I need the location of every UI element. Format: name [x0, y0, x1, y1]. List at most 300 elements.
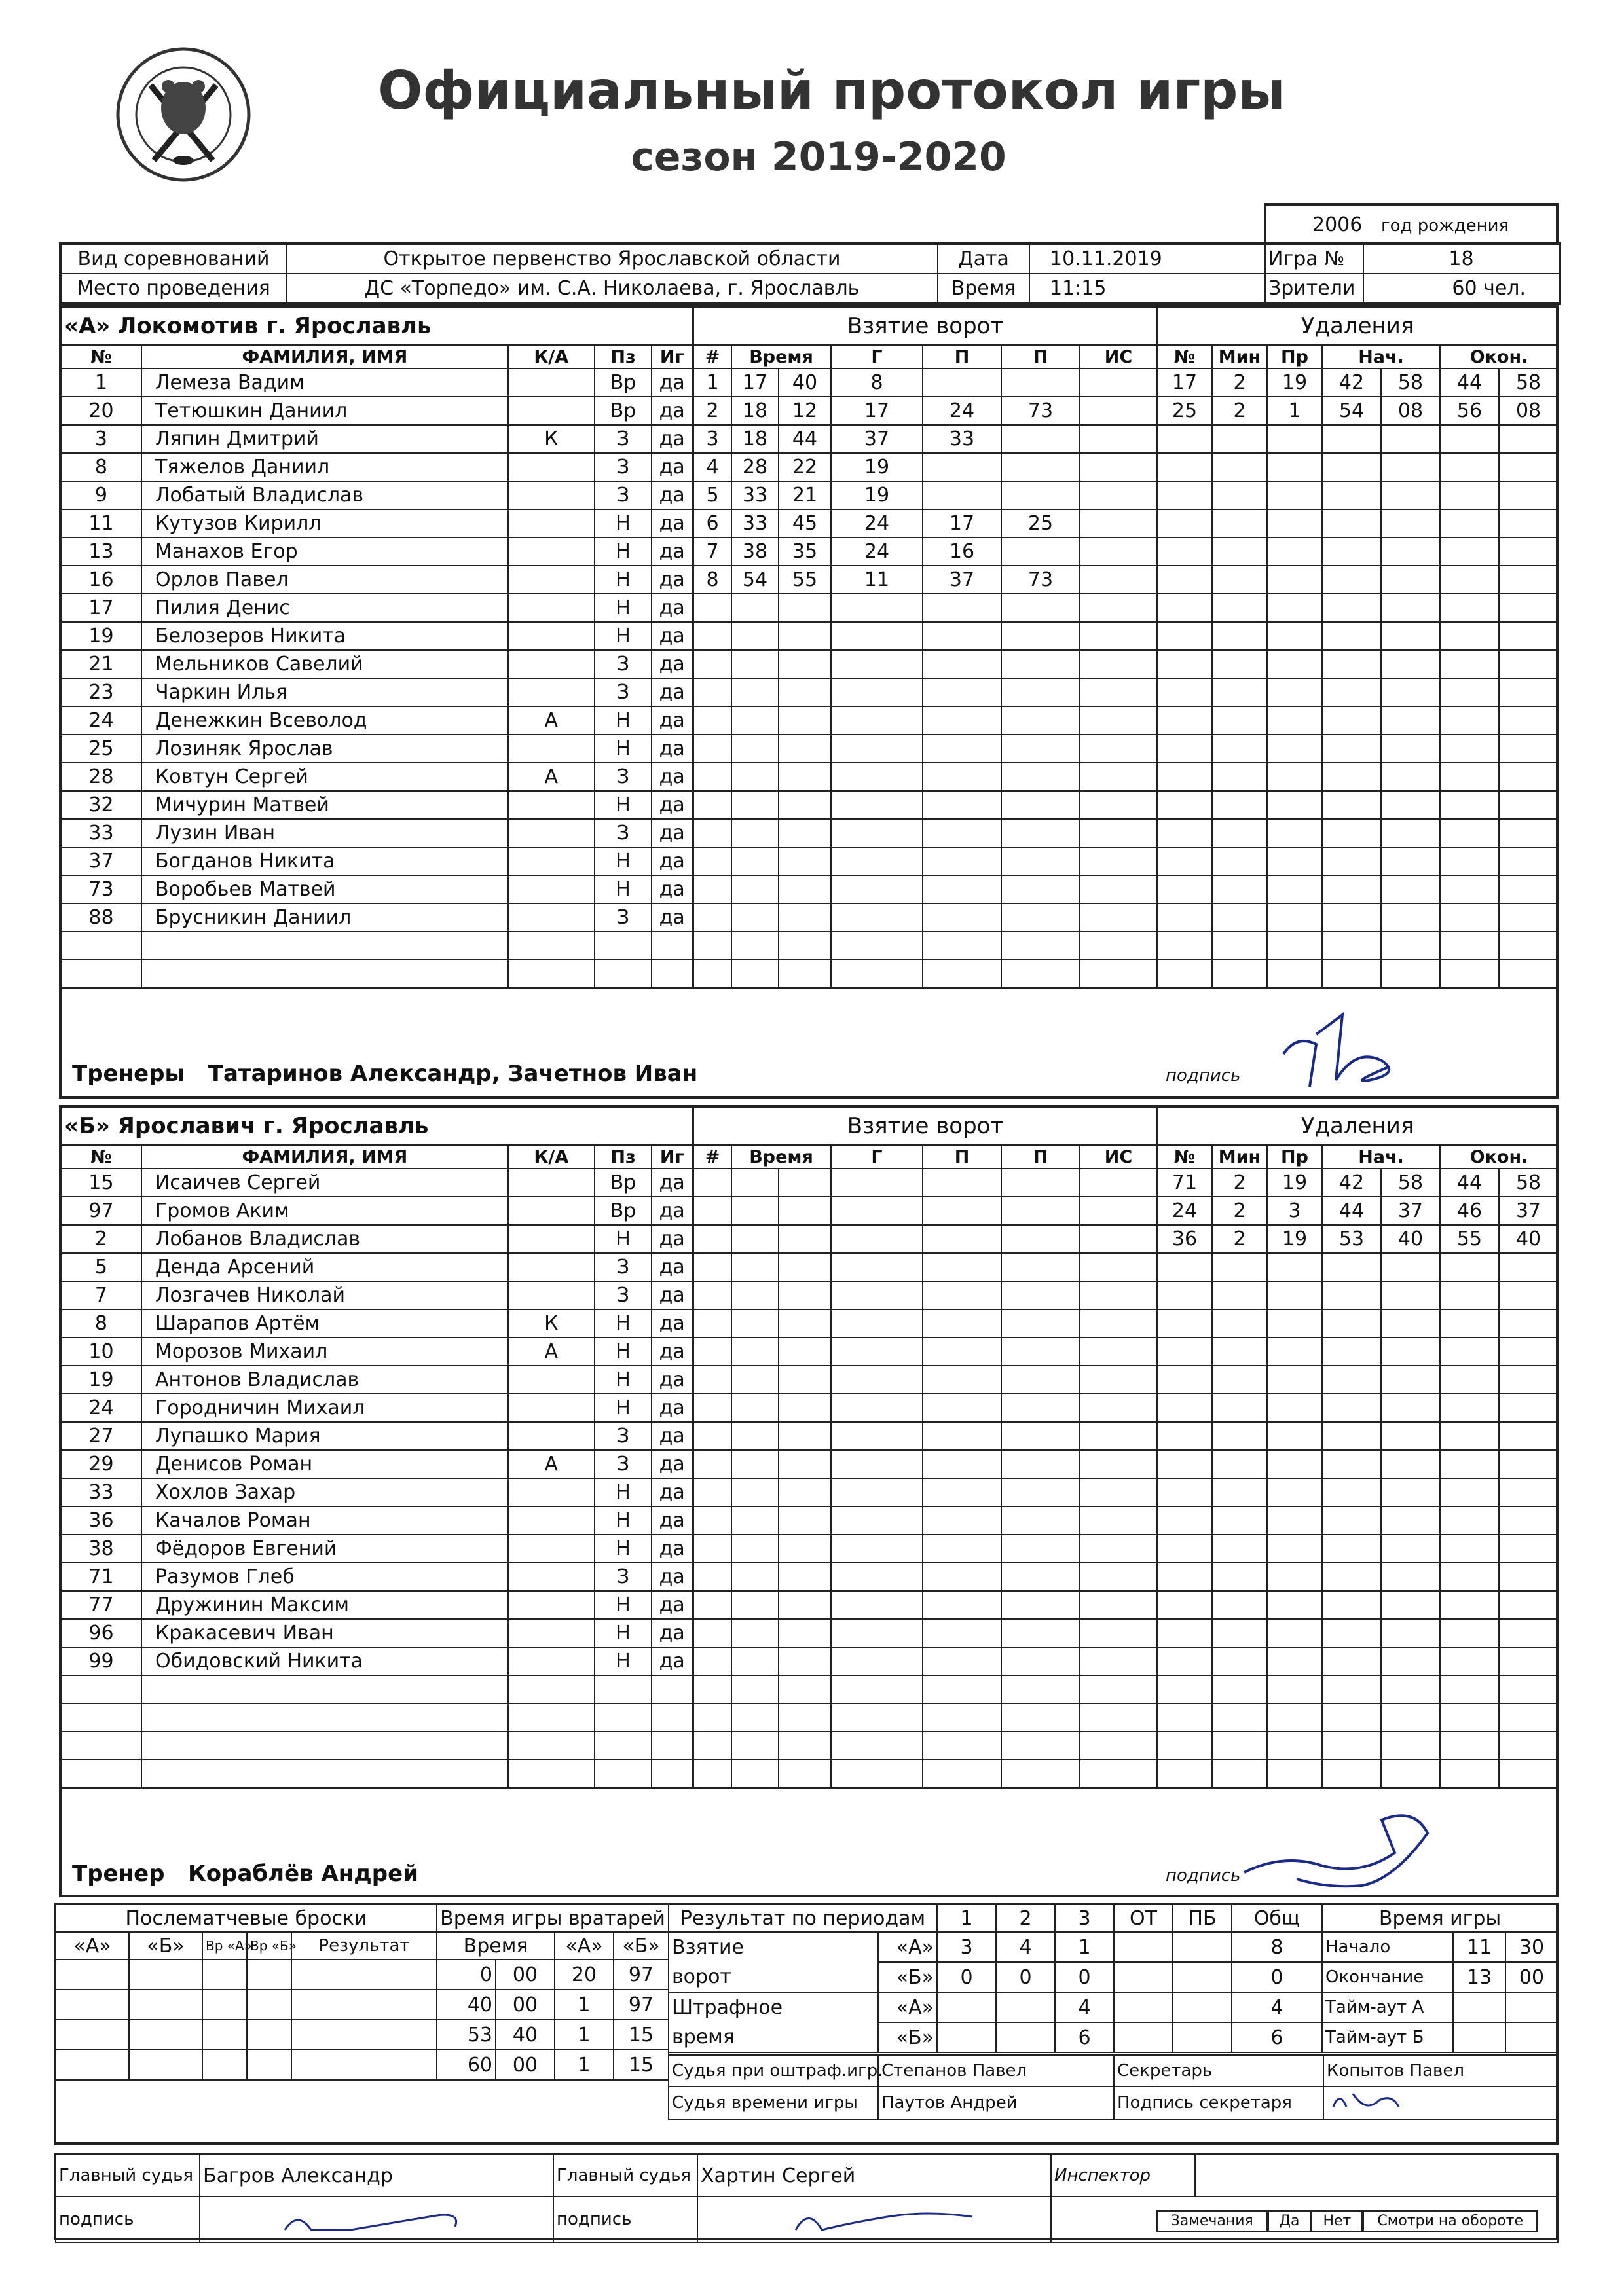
- goal-row: [693, 1675, 1157, 1704]
- goal-assist-1: [923, 875, 1001, 903]
- goalie-a-col: «А»: [555, 1932, 614, 1959]
- goal-assist-2: [1001, 1197, 1080, 1225]
- goal-second: [779, 932, 831, 960]
- player-number: 27: [61, 1422, 141, 1450]
- penalty-end-sec: [1499, 1760, 1558, 1788]
- penalty-minutes: [1212, 847, 1267, 875]
- penalty-row: [1157, 1450, 1558, 1478]
- player-played: да: [652, 1647, 692, 1675]
- goal-row: [693, 1619, 1157, 1647]
- goal-assist-2: [1001, 1281, 1080, 1309]
- penalty-player: [1157, 1563, 1212, 1591]
- goal-number: [693, 735, 731, 763]
- player-position: Н: [595, 706, 652, 735]
- period-row-label: Штрафное: [669, 1992, 878, 2022]
- penalty-start-sec: [1381, 960, 1440, 988]
- penalty-row: [1157, 622, 1558, 650]
- game-end-label: Окончание: [1322, 1962, 1453, 1992]
- player-number: 24: [61, 706, 141, 735]
- goal-second: [779, 847, 831, 875]
- goal-scorer: [831, 819, 923, 847]
- shootout-title: Послематчевые броски: [56, 1904, 437, 1932]
- player-position: Вр: [595, 1197, 652, 1225]
- goal-row: [693, 1591, 1157, 1619]
- goal-minute: [731, 875, 779, 903]
- penalty-row: [1157, 1478, 1558, 1506]
- penalty-end-sec: [1499, 594, 1558, 622]
- team-b-coach-signature: [1231, 1807, 1467, 1901]
- player-number: 36: [61, 1506, 141, 1535]
- penalty-end-min: [1440, 932, 1499, 960]
- player-played: да: [652, 397, 692, 425]
- goal-scorer: 11: [831, 566, 923, 594]
- player-played: да: [652, 1197, 692, 1225]
- penalty-player: [1157, 932, 1212, 960]
- goal-row: [693, 594, 1157, 622]
- penalty-end-min: [1440, 453, 1499, 481]
- roster-row: [61, 1309, 692, 1338]
- player-captain: [508, 1647, 595, 1675]
- game-time-title: Время игры: [1322, 1904, 1558, 1932]
- goal-situation: [1080, 735, 1157, 763]
- goal-assist-1: [923, 1450, 1001, 1478]
- period-value: [996, 2022, 1055, 2052]
- penalty-player: [1157, 1450, 1212, 1478]
- goal-scorer: [831, 960, 923, 988]
- penalty-minutes: [1212, 509, 1267, 538]
- penalty-player: [1157, 1704, 1212, 1732]
- goal-minute: [731, 1253, 779, 1281]
- goal-assist-2: [1001, 1704, 1080, 1732]
- penalty-player: [1157, 903, 1212, 932]
- col-goal-assist2: П: [1001, 345, 1080, 369]
- penalty-row: [1157, 481, 1558, 509]
- penalty-reason: [1267, 1675, 1322, 1704]
- player-position: Н: [595, 594, 652, 622]
- player-played: да: [652, 1478, 692, 1506]
- goal-minute: 28: [731, 453, 779, 481]
- goal-row: [693, 819, 1157, 847]
- penalty-end-min: 44: [1440, 1169, 1499, 1197]
- penalty-end-sec: [1499, 1366, 1558, 1394]
- player-number: [61, 1760, 141, 1788]
- player-position: Н: [595, 538, 652, 566]
- goalie-b-col: «Б»: [614, 1932, 669, 1959]
- player-position: Вр: [595, 369, 652, 397]
- penalty-minutes: 2: [1212, 1197, 1267, 1225]
- player-number: 10: [61, 1338, 141, 1366]
- goal-second: [779, 706, 831, 735]
- goal-row: [693, 1732, 1157, 1760]
- penalty-start-sec: [1381, 903, 1440, 932]
- player-position: [595, 1704, 652, 1732]
- penalty-player: [1157, 1478, 1212, 1506]
- see-reverse: Смотри на обороте: [1363, 2210, 1538, 2232]
- period-row: [669, 1962, 1322, 1992]
- penalty-end-min: [1440, 1535, 1499, 1563]
- penalty-end-min: [1440, 1647, 1499, 1675]
- penalty-reason: [1267, 1619, 1322, 1647]
- player-position: З: [595, 1563, 652, 1591]
- goal-situation: [1080, 1253, 1157, 1281]
- goal-minute: [731, 1225, 779, 1253]
- goal-second: [779, 1338, 831, 1366]
- goal-number: [693, 706, 731, 735]
- col-pz: Пз: [595, 345, 652, 369]
- col-pen-minutes: Мин: [1212, 345, 1267, 369]
- penalty-reason: [1267, 903, 1322, 932]
- penalty-end-sec: [1499, 622, 1558, 650]
- penalty-start-sec: [1381, 1506, 1440, 1535]
- page-title: Официальный протокол игры: [378, 60, 1285, 121]
- penalty-start-min: [1322, 1309, 1381, 1338]
- goal-assist-2: [1001, 1225, 1080, 1253]
- goal-situation: [1080, 932, 1157, 960]
- goal-assist-1: [923, 960, 1001, 988]
- penalty-minutes: [1212, 1281, 1267, 1309]
- goal-situation: [1080, 1704, 1157, 1732]
- player-position: Н: [595, 847, 652, 875]
- goal-number: [693, 1366, 731, 1394]
- period-row-team: «Б»: [878, 1962, 937, 1992]
- penalty-minutes: [1212, 791, 1267, 819]
- main-referee-1: Багров Александр: [200, 2155, 553, 2196]
- goal-second: 22: [779, 453, 831, 481]
- penalty-player: [1157, 650, 1212, 678]
- goal-situation: [1080, 875, 1157, 903]
- player-position: [595, 1675, 652, 1704]
- goal-assist-2: [1001, 903, 1080, 932]
- player-name: Лупашко Мария: [141, 1422, 508, 1450]
- penalty-minutes: [1212, 1760, 1267, 1788]
- goal-assist-2: [1001, 1591, 1080, 1619]
- goal-second: [779, 1760, 831, 1788]
- player-position: Вр: [595, 1169, 652, 1197]
- penalty-minutes: 2: [1212, 1225, 1267, 1253]
- goal-assist-1: [923, 706, 1001, 735]
- goal-assist-1: [923, 932, 1001, 960]
- player-captain: А: [508, 1450, 595, 1478]
- penalty-start-sec: [1381, 1619, 1440, 1647]
- period-ot: ОТ: [1114, 1904, 1173, 1932]
- goal-second: [779, 1506, 831, 1535]
- player-position: З: [595, 1422, 652, 1450]
- player-position: З: [595, 650, 652, 678]
- goal-situation: [1080, 1169, 1157, 1197]
- player-captain: [508, 1225, 595, 1253]
- goal-situation: [1080, 1309, 1157, 1338]
- player-played: да: [652, 1169, 692, 1197]
- roster-row: [61, 791, 692, 819]
- main-referee-2: Хартин Сергей: [697, 2155, 1051, 2196]
- player-name: Громов Аким: [141, 1197, 508, 1225]
- penalty-player: [1157, 622, 1212, 650]
- remarks-no[interactable]: Нет: [1311, 2210, 1363, 2232]
- goal-row: [693, 509, 1157, 538]
- birth-year: 2006: [1312, 213, 1363, 236]
- penalty-start-sec: [1381, 566, 1440, 594]
- goal-assist-1: [923, 1197, 1001, 1225]
- goal-second: [779, 1647, 831, 1675]
- penalty-player: [1157, 594, 1212, 622]
- player-played: да: [652, 1366, 692, 1394]
- goal-row: [693, 1366, 1157, 1394]
- period-value: 6: [1055, 2022, 1114, 2052]
- goal-number: [693, 1338, 731, 1366]
- remarks-yes[interactable]: Да: [1268, 2210, 1312, 2232]
- period-value: [1173, 1992, 1232, 2022]
- penalty-row: [1157, 763, 1558, 791]
- goal-situation: [1080, 1225, 1157, 1253]
- penalty-reason: 19: [1267, 1169, 1322, 1197]
- goal-second: 12: [779, 397, 831, 425]
- goal-minute: 33: [731, 509, 779, 538]
- penalty-start-sec: [1381, 650, 1440, 678]
- goal-second: 44: [779, 425, 831, 453]
- timeout-a-label: Тайм-аут А: [1322, 1992, 1453, 2022]
- goal-minute: [731, 960, 779, 988]
- player-position: [595, 932, 652, 960]
- roster-row: [61, 1563, 692, 1591]
- team-b-penalties-title: Удаления: [1157, 1107, 1558, 1145]
- player-number: 25: [61, 735, 141, 763]
- penalty-start-min: [1322, 509, 1381, 538]
- penalty-row: [1157, 1647, 1558, 1675]
- penalty-start-sec: [1381, 1478, 1440, 1506]
- player-position: Н: [595, 566, 652, 594]
- player-number: 21: [61, 650, 141, 678]
- penalty-minutes: [1212, 1647, 1267, 1675]
- penalty-end-min: [1440, 1760, 1499, 1788]
- penalty-row: [1157, 1309, 1558, 1338]
- roster-row: [61, 622, 692, 650]
- goal-scorer: [831, 1675, 923, 1704]
- penalty-minutes: [1212, 1366, 1267, 1394]
- goal-minute: [731, 1281, 779, 1309]
- penalty-reason: [1267, 650, 1322, 678]
- penalty-start-sec: [1381, 932, 1440, 960]
- game-info-table: [59, 242, 1561, 305]
- penalty-row: [1157, 1281, 1558, 1309]
- penalty-minutes: [1212, 1253, 1267, 1281]
- player-captain: [508, 1366, 595, 1394]
- player-captain: [508, 1169, 595, 1197]
- penalty-row: [1157, 1422, 1558, 1450]
- goal-assist-1: [923, 453, 1001, 481]
- player-name: [141, 1732, 508, 1760]
- team-a-coaches: [72, 1061, 697, 1087]
- goal-scorer: [831, 1422, 923, 1450]
- penalty-end-min: [1440, 763, 1499, 791]
- goal-assist-1: [923, 1478, 1001, 1506]
- player-number: 13: [61, 538, 141, 566]
- penalty-start-min: [1322, 791, 1381, 819]
- competition-label: Вид соревнований: [60, 244, 286, 274]
- penalty-end-min: [1440, 819, 1499, 847]
- player-number: 23: [61, 678, 141, 706]
- penalty-row: [1157, 509, 1558, 538]
- player-position: З: [595, 819, 652, 847]
- player-captain: К: [508, 1309, 595, 1338]
- secretary: Копытов Павел: [1323, 2055, 1558, 2086]
- goal-assist-1: 16: [923, 538, 1001, 566]
- goal-second: [779, 1478, 831, 1506]
- roster-row: [61, 847, 692, 875]
- game-start-label: Начало: [1322, 1932, 1453, 1962]
- penalty-reason: [1267, 847, 1322, 875]
- player-played: да: [652, 1506, 692, 1535]
- goal-assist-2: [1001, 1563, 1080, 1591]
- penalty-minutes: [1212, 1478, 1267, 1506]
- player-played: да: [652, 903, 692, 932]
- player-position: З: [595, 763, 652, 791]
- goalie-change-second: 00: [496, 2050, 555, 2080]
- penalty-start-sec: 37: [1381, 1197, 1440, 1225]
- penalty-start-sec: [1381, 1309, 1440, 1338]
- penalty-minutes: 2: [1212, 369, 1267, 397]
- player-played: да: [652, 678, 692, 706]
- penalty-minutes: [1212, 706, 1267, 735]
- goal-second: [779, 1675, 831, 1704]
- player-name: [141, 1760, 508, 1788]
- goal-number: [693, 1169, 731, 1197]
- player-number: 32: [61, 791, 141, 819]
- goal-second: 21: [779, 481, 831, 509]
- goal-situation: [1080, 1760, 1157, 1788]
- team-a-coach-signature: [1270, 1008, 1428, 1096]
- penalty-row: [1157, 594, 1558, 622]
- player-name: Воробьев Матвей: [141, 875, 508, 903]
- penalty-end-sec: [1499, 903, 1558, 932]
- player-name: Морозов Михаил: [141, 1338, 508, 1366]
- goal-minute: [731, 1563, 779, 1591]
- penalty-start-min: [1322, 566, 1381, 594]
- penalty-minutes: [1212, 538, 1267, 566]
- penalty-start-sec: [1381, 481, 1440, 509]
- penalty-start-min: [1322, 1478, 1381, 1506]
- penalty-player: [1157, 706, 1212, 735]
- roster-row: [61, 1535, 692, 1563]
- goal-row: [693, 1169, 1157, 1197]
- penalty-minutes: 2: [1212, 397, 1267, 425]
- penalty-minutes: [1212, 1422, 1267, 1450]
- penalty-minutes: [1212, 1704, 1267, 1732]
- player-number: 28: [61, 763, 141, 791]
- goal-situation: [1080, 1450, 1157, 1478]
- goal-assist-1: [923, 1253, 1001, 1281]
- penalty-player: [1157, 678, 1212, 706]
- player-played: да: [652, 453, 692, 481]
- penalty-start-sec: [1381, 1563, 1440, 1591]
- penalty-reason: [1267, 509, 1322, 538]
- goalie-change-second: 00: [496, 1990, 555, 2020]
- player-name: Лобатый Владислав: [141, 481, 508, 509]
- penalty-start-min: [1322, 1450, 1381, 1478]
- time-label: Время: [938, 274, 1029, 304]
- goal-row: [693, 1563, 1157, 1591]
- goal-row: [693, 650, 1157, 678]
- penalty-row: [1157, 819, 1558, 847]
- penalty-start-min: [1322, 538, 1381, 566]
- goal-assist-1: [923, 678, 1001, 706]
- penalty-end-sec: [1499, 1478, 1558, 1506]
- player-name: Белозеров Никита: [141, 622, 508, 650]
- goal-row: [693, 1478, 1157, 1506]
- goal-minute: [731, 763, 779, 791]
- penalty-start-sec: [1381, 763, 1440, 791]
- goal-minute: [731, 847, 779, 875]
- goal-situation: [1080, 1647, 1157, 1675]
- penalty-end-sec: [1499, 875, 1558, 903]
- penalty-start-min: 53: [1322, 1225, 1381, 1253]
- goal-minute: [731, 1450, 779, 1478]
- secretary-sign-label: Подпись секретаря: [1114, 2086, 1323, 2119]
- col-goal-assist1: П: [923, 345, 1001, 369]
- shootout-result: Результат: [291, 1932, 437, 1959]
- goal-minute: [731, 791, 779, 819]
- player-name: [141, 1675, 508, 1704]
- goal-situation: [1080, 706, 1157, 735]
- goal-assist-2: [1001, 1394, 1080, 1422]
- team-b-goals-title: Взятие ворот: [693, 1107, 1157, 1145]
- penalty-minutes: [1212, 594, 1267, 622]
- period-row-team: «А»: [878, 1992, 937, 2022]
- penalty-end-sec: [1499, 453, 1558, 481]
- penalty-start-min: 42: [1322, 1169, 1381, 1197]
- goal-assist-1: 37: [923, 566, 1001, 594]
- player-captain: [508, 875, 595, 903]
- penalty-reason: [1267, 1394, 1322, 1422]
- penalty-end-sec: [1499, 932, 1558, 960]
- penalty-start-sec: [1381, 819, 1440, 847]
- goal-second: [779, 875, 831, 903]
- penalty-end-min: [1440, 847, 1499, 875]
- goal-assist-1: [923, 1394, 1001, 1422]
- goal-situation: [1080, 1394, 1157, 1422]
- penalty-end-sec: [1499, 847, 1558, 875]
- penalty-player: [1157, 1506, 1212, 1535]
- penalty-minutes: [1212, 1506, 1267, 1535]
- player-name: Городничин Михаил: [141, 1394, 508, 1422]
- player-name: Фёдоров Евгений: [141, 1535, 508, 1563]
- player-number: 8: [61, 1309, 141, 1338]
- penalty-player: 25: [1157, 397, 1212, 425]
- goal-second: [779, 1281, 831, 1309]
- goal-assist-2: [1001, 650, 1080, 678]
- league-logo: [115, 46, 252, 183]
- goal-minute: [731, 735, 779, 763]
- penalty-end-min: [1440, 509, 1499, 538]
- penalty-end-sec: [1499, 566, 1558, 594]
- penalty-start-sec: [1381, 1338, 1440, 1366]
- goal-situation: [1080, 1535, 1157, 1563]
- player-played: [652, 1704, 692, 1732]
- roster-row: [61, 706, 692, 735]
- goal-number: 1: [693, 369, 731, 397]
- goal-row: [693, 481, 1157, 509]
- player-played: да: [652, 1591, 692, 1619]
- player-name: Брусникин Даниил: [141, 903, 508, 932]
- player-position: [595, 1760, 652, 1788]
- game-end-h: 13: [1453, 1962, 1505, 1992]
- penalty-start-min: [1322, 1366, 1381, 1394]
- col-goal-num: #: [693, 345, 731, 369]
- roster-row: [61, 1760, 692, 1788]
- player-position: [595, 1732, 652, 1760]
- period-value: 8: [1232, 1932, 1322, 1962]
- period-value: [1173, 1962, 1232, 1992]
- penalty-start-min: [1322, 678, 1381, 706]
